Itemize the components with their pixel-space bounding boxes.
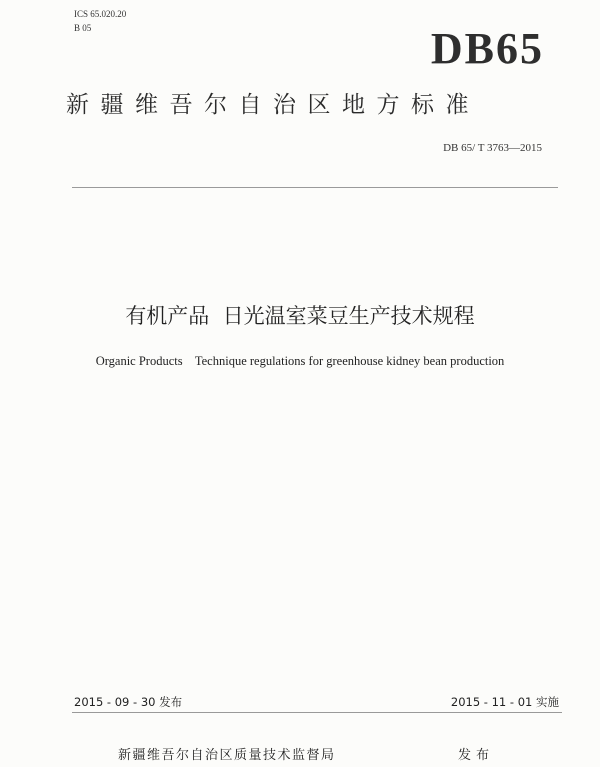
footer-divider — [72, 712, 562, 713]
standard-number: DB 65/ T 3763—2015 — [443, 142, 542, 154]
issue-date: 2015 - 09 - 30 发布 — [74, 695, 183, 709]
classification-code: B 05 — [74, 23, 92, 33]
publish-label: 发布 — [458, 748, 495, 763]
issuing-authority: 新疆维吾尔自治区质量技术监督局 — [118, 748, 336, 763]
document-title-english: Organic Products Technique regulations for greenhouse kidney bean production — [95, 354, 505, 368]
db-logo: DB65 — [430, 24, 544, 73]
implementation-date: 2015 - 11 - 01 实施 — [450, 695, 559, 709]
ics-code: ICS 65.020.20 — [74, 9, 127, 19]
header-divider — [72, 187, 558, 188]
document-title-chinese: 有机产品 日光温室菜豆生产技术规程 — [125, 304, 475, 328]
standard-type: 新疆维吾尔自治区地方标准 — [66, 92, 480, 118]
